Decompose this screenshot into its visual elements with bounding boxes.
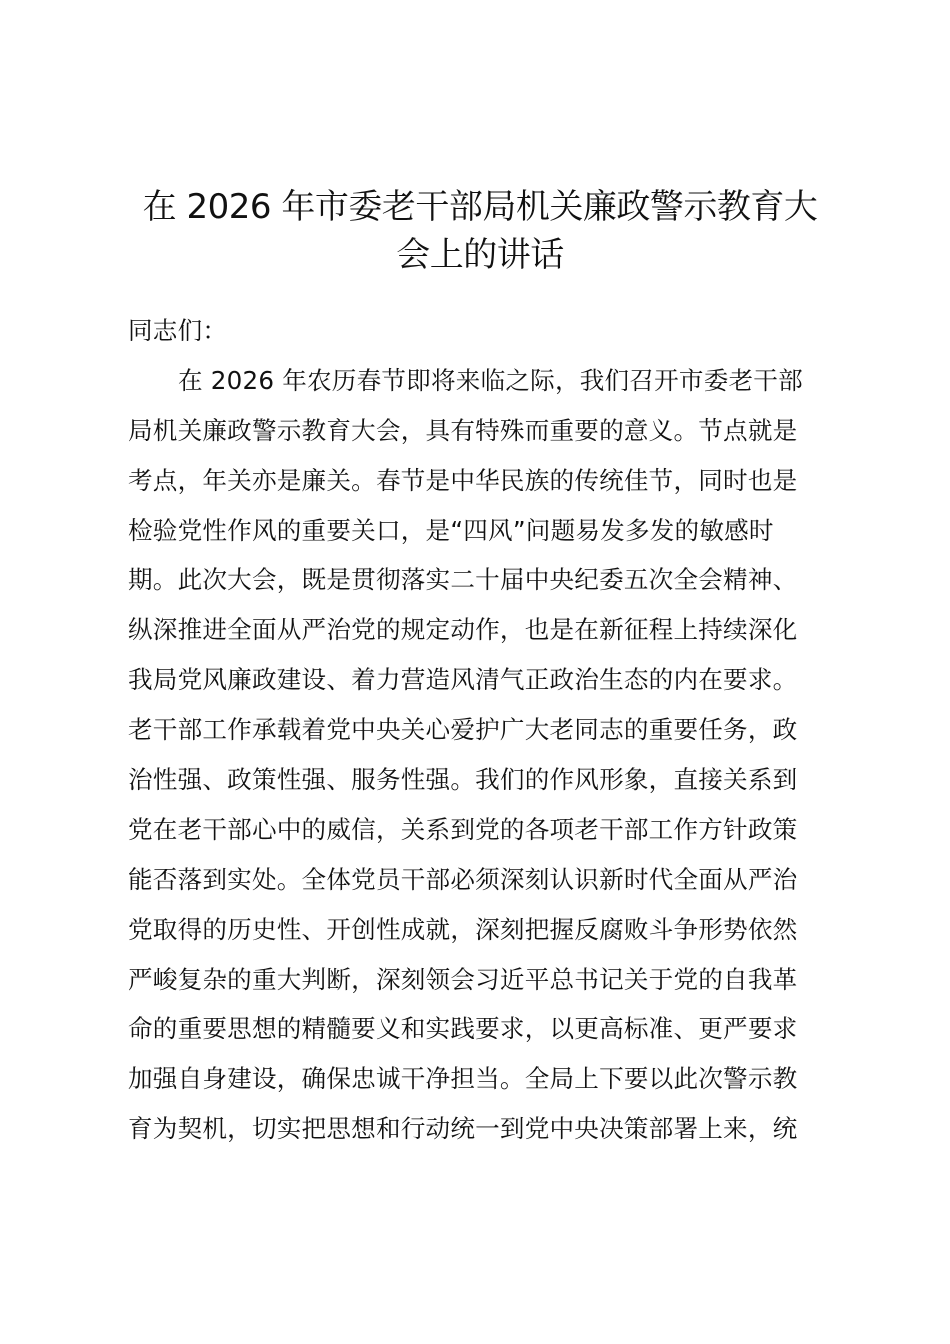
paragraph-line: 加强自身建设，确保忠诚干净担当。全局上下要以此次警示教 [128,1064,798,1094]
paragraph-line: 治性强、政策性强、服务性强。我们的作风形象，直接关系到 [128,765,798,795]
paragraph-line: 命的重要思想的精髓要义和实践要求，以更高标准、更严要求 [128,1014,798,1044]
paragraph-line: 严峻复杂的重大判断，深刻领会习近平总书记关于党的自我革 [128,964,798,994]
paragraph-line: 我局党风廉政建设、着力营造风清气正政治生态的内在要求。 [128,665,798,695]
title-line-1: 在 2026 年市委老干部局机关廉政警示教育大 [142,187,818,227]
document-body [128,306,838,1154]
paragraph-line: 局机关廉政警示教育大会，具有特殊而重要的意义。节点就是 [128,415,798,445]
salutation: 同志们： [128,316,228,345]
paragraph-line: 党取得的历史性、开创性成就，深刻把握反腐败斗争形势依然 [128,914,798,944]
paragraph-line: 期。此次大会，既是贯彻落实二十届中央纪委五次全会精神、 [128,565,798,595]
document-title [110,183,850,279]
paragraph-line: 在 2026 年农历春节即将来临之际，我们召开市委老干部 [178,365,803,395]
paragraph-line: 育为契机，切实把思想和行动统一到党中央决策部署上来，统 [128,1114,798,1144]
paragraph-line: 能否落到实处。全体党员干部必须深刻认识新时代全面从严治 [128,864,798,894]
title-line-2: 会上的讲话 [396,235,564,275]
paragraph-line: 检验党性作风的重要关口，是“四风”问题易发多发的敏感时 [128,515,774,545]
paragraph-line: 老干部工作承载着党中央关心爱护广大老同志的重要任务，政 [128,715,798,745]
paragraph-line: 纵深推进全面从严治党的规定动作，也是在新征程上持续深化 [128,615,798,645]
paragraph-line: 考点，年关亦是廉关。春节是中华民族的传统佳节，同时也是 [128,465,798,495]
paragraph-line: 党在老干部心中的威信，关系到党的各项老干部工作方针政策 [128,814,798,844]
